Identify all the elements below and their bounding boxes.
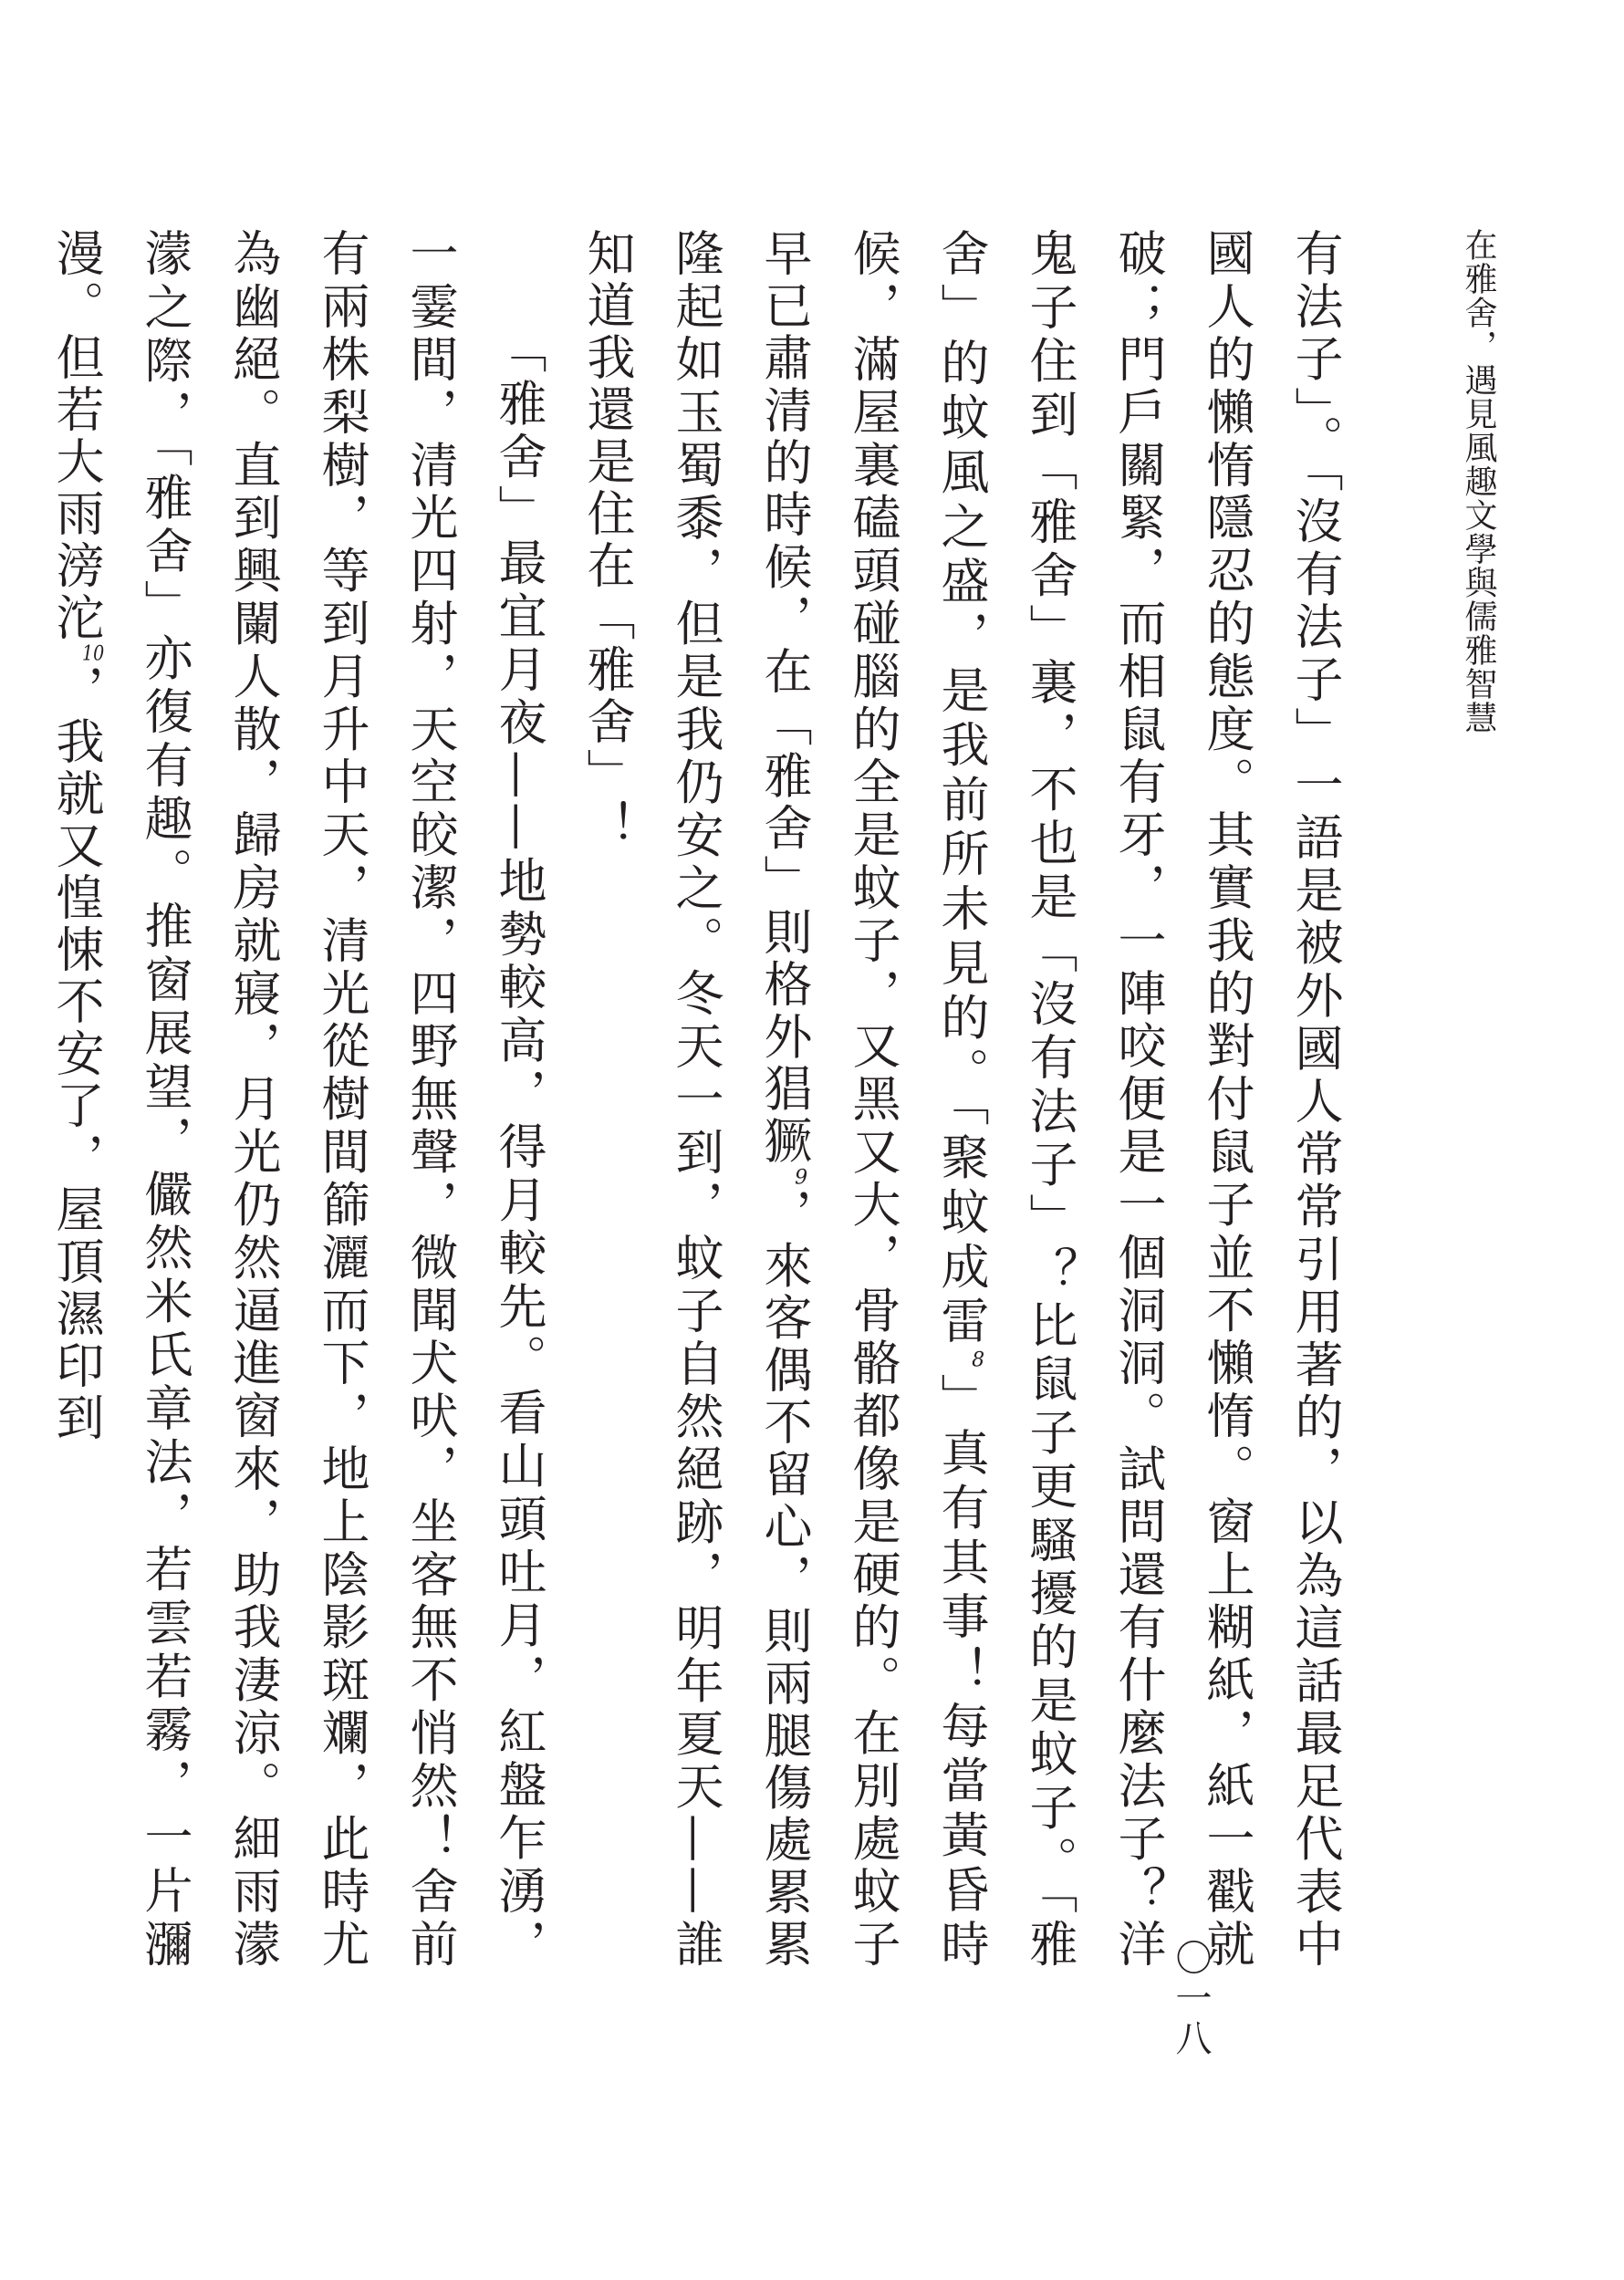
paragraph-2-part-2: ，我就又惶悚不安了，屋頂濕印到 (48, 664, 104, 1444)
paragraph-2-part-1: 「雅舍」最宜月夜——地勢較高，得月較先。看山頭吐月，紅盤乍湧，一霎間，清光四射，天空皎潔，四野無聲，微聞犬吠，坐客無不悄然！舍前有兩株梨樹，等到月升中天，清光從樹間篩灑而下，地上陰影斑斕，此時尤為幽絕。直到興闌人散，歸房就寢，月光仍然逼進窗來，助我淒涼。細雨濛濛之際，「雅舍」亦復有趣。推窗展望，儼然米氏章法，若雲若霧，一片瀰漫。但若大雨滂沱 (48, 228, 547, 1971)
body-text (48, 228, 1359, 1972)
paragraph-1-part-3: ，來客偶不留心，則兩腿傷處累累隆起如玉蜀黍，但是我仍安之。冬天一到，蚊子自然絕跡，明年夏天——誰知道我還是住在「雅舍」！ (579, 228, 812, 1972)
paragraph-1 (563, 228, 1359, 1971)
footnote-ref-10[interactable]: 10 (82, 644, 105, 664)
paragraph-1-part-1: 有法子」。「沒有法子」一語是被外國人常常引用著的，以為這話最足代表中國人的懶惰隱忍的態度。其實我的對付鼠子並不懶惰。窗上糊紙，紙一戳就破；門戶關緊，而相鼠有牙，一陣咬便是一個洞洞。試問還有什麼法子？洋鬼子住到「雅舍」裏，不也是「沒有法子」？比鼠子更騷擾的是蚊子。「雅舍」的蚊風之盛，是我前所未見的。「聚蚊成雷 (933, 228, 1343, 1971)
page-number: 〇一八 (1170, 1939, 1212, 2059)
paragraph-1-part-2: 」真有其事！每當黃昏時候，滿屋裏磕頭碰腦的全是蚊子，又黑又大，骨骼都像是硬的。在別處蚊子早已肅清的時候，在「雅舍」則格外猖獗 (756, 228, 989, 1971)
footnote-ref-9[interactable]: 9 (795, 1167, 808, 1188)
footnote-ref-8[interactable]: 8 (972, 1349, 985, 1370)
paragraph-2 (32, 228, 563, 1971)
running-header: 在雅舍，遇見風趣文學與儒雅智慧 (1460, 228, 1497, 734)
